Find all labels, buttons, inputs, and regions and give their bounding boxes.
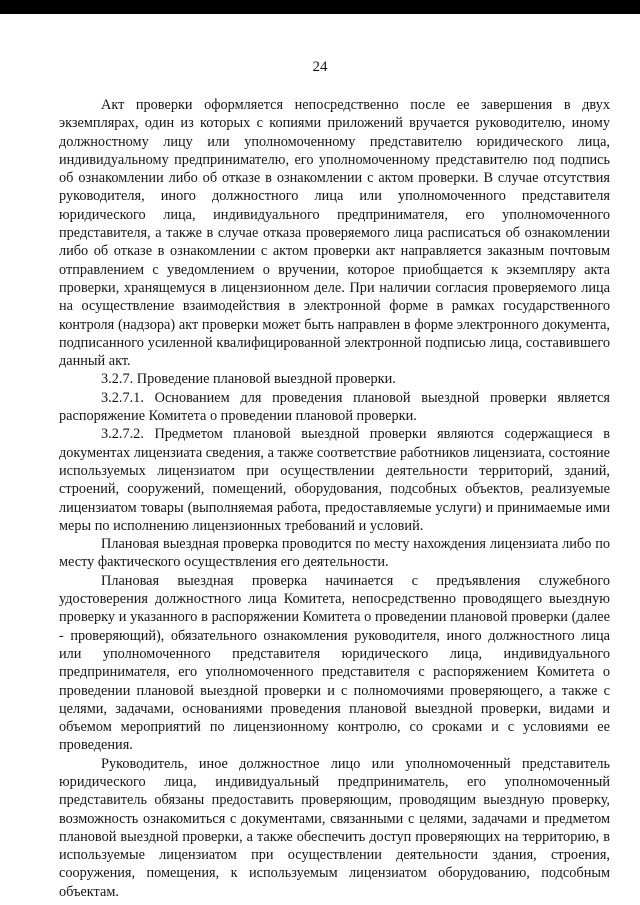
paragraph-act-delivery: Акт проверки оформляется непосредственно после ее завершения в двух экземплярах, один из которых с копиями приложений вручается руководителю, иному должностному лицу или уполномоченному представителю юридического лица, индивидуальному предпринимателю, его уполномоченному представителю под подпись об ознакомлении либо об отказе в ознакомлении с актом проверки. В случае отсутствия руководителя, иного должностного лица или уполномоченного представителя юридического лица, индивидуального предпринимателя, его уполномоченного представителя, а также в случае отказа проверяемого лица расписаться об ознакомлении либо об отказе в ознакомлении с актом проверки акт направляется заказным почтовым отправлением с уведомлением о вручении, которое приобщается к экземпляру акта проверки, хранящемуся в лицензионном деле. При наличии согласия проверяемого лица на осуществление взаимодействия в электронной форме в рамках государственного контроля (надзора) акт проверки может быть направлен в форме электронного документа, подписанного усиленной квалифицированной электронной подписью лица, составившего данный акт. <box>59 97 610 370</box>
scan-top-border <box>0 0 640 14</box>
document-body <box>59 96 610 901</box>
paragraph-section-3-2-7-2: 3.2.7.2. Предметом плановой выездной проверки являются содержащиеся в документах лицензиата сведения, а также соответствие работников лицензиата, состояние используемых лицензиатом при осуществлении деятельности территорий, зданий, строений, сооружений, помещений, оборудования, подсобных объектов, реализуемые лицензиатом товары (выполняемая работа, предоставляемые услуги) и принимаемые ими меры по исполнению лицензионных требований и условий. <box>59 426 610 534</box>
paragraph-section-3-2-7: 3.2.7. Проведение плановой выездной проверки. <box>101 371 396 388</box>
page-number: 24 <box>312 59 328 75</box>
paragraph-inspection-location: Плановая выездная проверка проводится по месту нахождения лицензиата либо по месту фактического осуществления его деятельности. <box>59 536 610 571</box>
paragraph-access-obligations: Руководитель, иное должностное лицо или уполномоченный представитель юридического лица, индивидуальный предприниматель, его уполномоченный представитель обязаны предоставить проверяющим, проводящим выездную проверку, возможность ознакомиться с документами, связанными с целями, задачами и предметом плановой выездной проверки, а также обеспечить доступ проверяющих на территорию, в используемые лицензиатом при осуществлении деятельности здания, строения, сооружения, помещения, к используемым лицензиатом оборудованию, подсобным объектам. <box>59 755 610 900</box>
paragraph-inspection-start: Плановая выездная проверка начинается с предъявления служебного удостоверения должностного лица Комитета, непосредственно проводящего выездную проверку и указанного в распоряжении Комитета о проведении плановой проверки (далее - проверяющий), обязательного ознакомления руководителя, иного должностного лица или уполномоченного представителя юридического лица, индивидуального предпринимателя, его уполномоченного представителя с распоряжением Комитета о проведении плановой выездной проверки и с полномочиями проверяющего, а также с целями, задачами, основаниями проведения плановой выездной проверки, видами и объемом мероприятий по лицензионному контролю, со сроками и с условиями ее проведения. <box>59 572 610 754</box>
paragraph-section-3-2-7-1: 3.2.7.1. Основанием для проведения плановой выездной проверки является распоряжение Комитета о проведении плановой проверки. <box>59 389 610 425</box>
